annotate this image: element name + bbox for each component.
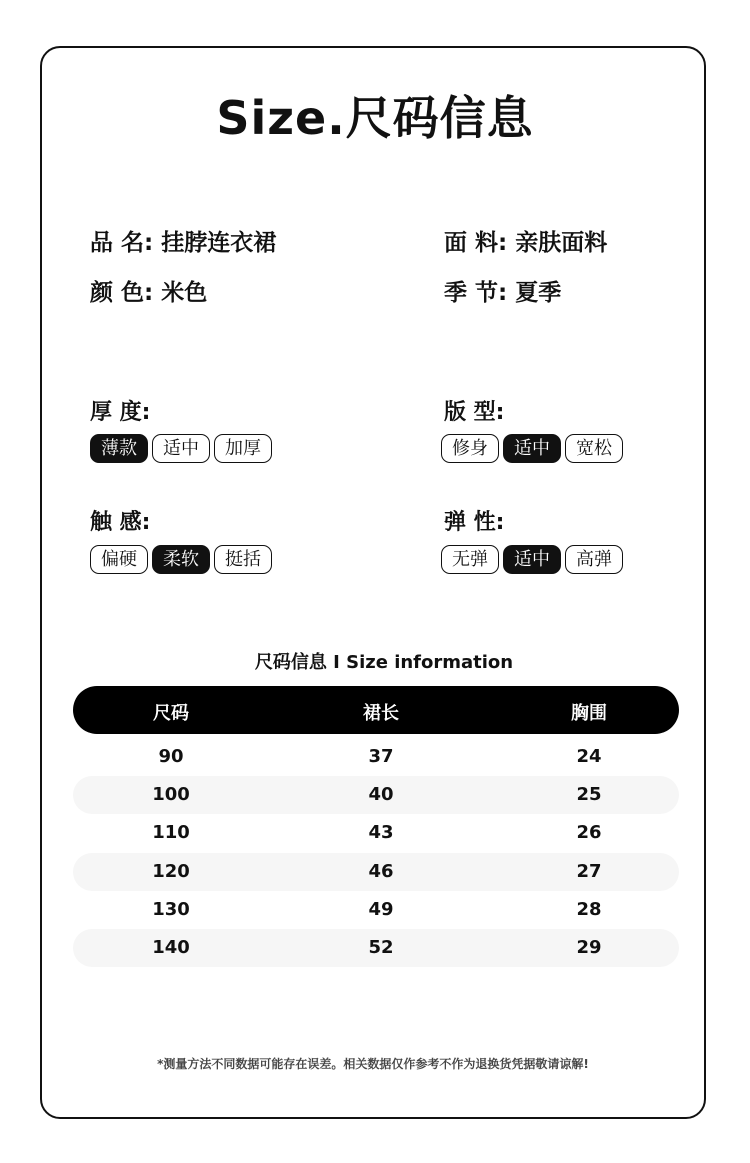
cell-size: 90 (158, 746, 184, 767)
cell-bust: 25 (576, 784, 602, 806)
table-row (73, 776, 679, 814)
header-bust: 胸围 (571, 703, 607, 724)
touch-option-pill: 挺括 (214, 545, 272, 574)
cell-size: 140 (152, 936, 190, 958)
cell-size: 120 (152, 860, 190, 882)
size-table-header (73, 686, 679, 734)
fit-option-pill: 修身 (441, 434, 499, 463)
fit-option-pill: 适中 (503, 434, 561, 463)
header-size: 尺码 (153, 703, 189, 724)
cell-size: 130 (152, 898, 190, 920)
touch-option-pill: 偏硬 (90, 545, 148, 574)
table-row (73, 814, 679, 852)
cell-dress-length: 40 (368, 784, 394, 806)
season-label: 季 节: (444, 280, 508, 306)
cell-dress-length: 46 (368, 860, 394, 882)
cell-bust: 27 (576, 860, 602, 882)
thickness-option-pill: 薄款 (90, 434, 148, 463)
cell-bust: 29 (576, 936, 602, 958)
table-row (73, 853, 679, 891)
color-row (90, 274, 207, 307)
cell-bust: 26 (576, 822, 602, 844)
fit-label: 版 型: (444, 400, 505, 425)
fabric-row (444, 224, 607, 257)
table-row (73, 891, 679, 929)
cell-bust: 24 (576, 746, 602, 767)
elasticity-label: 弹 性: (444, 510, 505, 535)
elasticity-option-pill: 适中 (503, 545, 561, 574)
season-value: 夏季 (515, 280, 562, 306)
size-table-body (73, 738, 679, 967)
page-title: Size.尺码信息 (216, 91, 534, 145)
elasticity-options (441, 545, 623, 574)
thickness-label: 厚 度: (90, 400, 151, 425)
cell-dress-length: 37 (368, 746, 394, 767)
product-name-value: 挂脖连衣裙 (161, 230, 277, 256)
fabric-label: 面 料: (444, 230, 508, 256)
cell-size: 100 (152, 784, 190, 806)
cell-dress-length: 49 (368, 898, 394, 920)
cell-size: 110 (152, 822, 190, 844)
cell-dress-length: 52 (368, 936, 394, 958)
touch-options (90, 545, 272, 574)
fabric-value: 亲肤面料 (515, 230, 608, 256)
elasticity-option-pill: 高弹 (565, 545, 623, 574)
elasticity-option-pill: 无弹 (441, 545, 499, 574)
product-name-label: 品 名: (90, 230, 154, 256)
cell-dress-length: 43 (368, 822, 394, 844)
header-dress-length: 裙长 (363, 703, 399, 724)
table-row (73, 929, 679, 967)
color-label: 颜 色: (90, 280, 154, 306)
thickness-option-pill: 适中 (152, 434, 210, 463)
thickness-options (90, 434, 272, 463)
touch-option-pill: 柔软 (152, 545, 210, 574)
color-value: 米色 (161, 280, 208, 306)
touch-label: 触 感: (90, 510, 151, 535)
cell-bust: 28 (576, 898, 602, 920)
fit-options (441, 434, 623, 463)
thickness-option-pill: 加厚 (214, 434, 272, 463)
fit-option-pill: 宽松 (565, 434, 623, 463)
product-name-row (90, 224, 276, 257)
season-row (444, 274, 561, 307)
measurement-note: *测量方法不同数据可能存在误差。相关数据仅作参考不作为退换货凭据敬请谅解! (157, 1057, 589, 1071)
size-table-subtitle: 尺码信息 I Size information (254, 652, 514, 673)
table-row (73, 738, 679, 776)
